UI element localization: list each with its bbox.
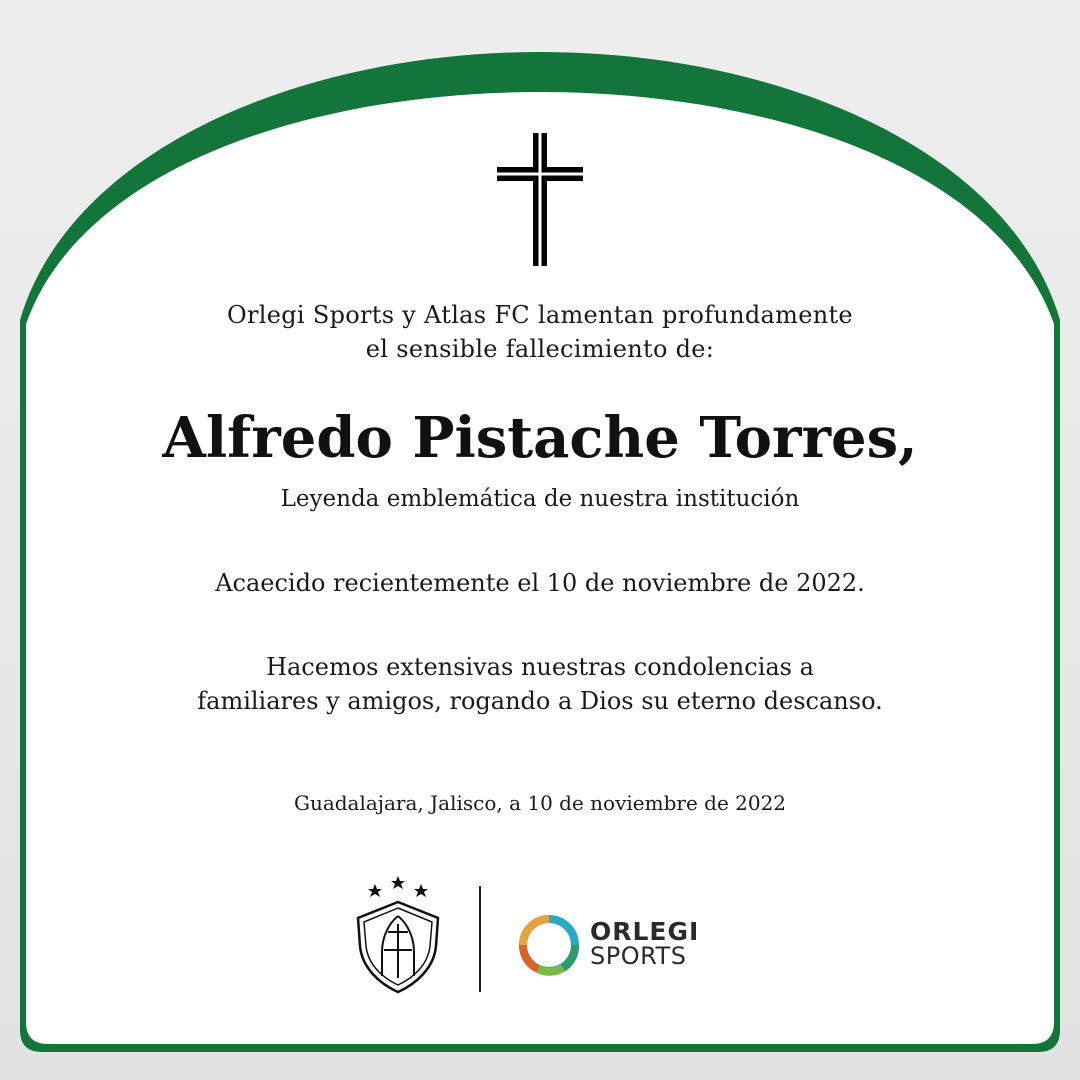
atlas-crest-icon xyxy=(352,876,444,994)
condolences-line-2: familiares y amigos, rogando a Dios su eterno descanso. xyxy=(197,687,883,715)
logo-divider xyxy=(479,886,481,992)
deceased-subtitle: Leyenda emblemática de nuestra institución xyxy=(280,486,800,512)
deceased-name: Alfredo Pistache Torres, xyxy=(162,405,918,471)
cross-icon xyxy=(497,133,583,266)
place-and-date: Guadalajara, Jalisco, a 10 de noviembre de 2022 xyxy=(293,791,787,815)
orlegi-wordmark xyxy=(590,919,699,969)
intro-line-1: Orlegi Sports y Atlas FC lamentan profundamente xyxy=(227,301,853,329)
orlegi-wordmark-line-2: SPORTS xyxy=(590,942,687,970)
date-of-passing: Acaecido recientemente el 10 de noviembre de 2022. xyxy=(215,569,865,597)
condolences-text xyxy=(0,650,1080,718)
orlegi-wordmark-line-1: ORLEGI xyxy=(590,917,700,946)
orlegi-ring-icon xyxy=(518,914,580,976)
intro-line-2: el sensible fallecimiento de: xyxy=(365,335,715,363)
condolences-line-1: Hacemos extensivas nuestras condolencias a xyxy=(266,653,814,681)
intro-text xyxy=(0,298,1080,366)
